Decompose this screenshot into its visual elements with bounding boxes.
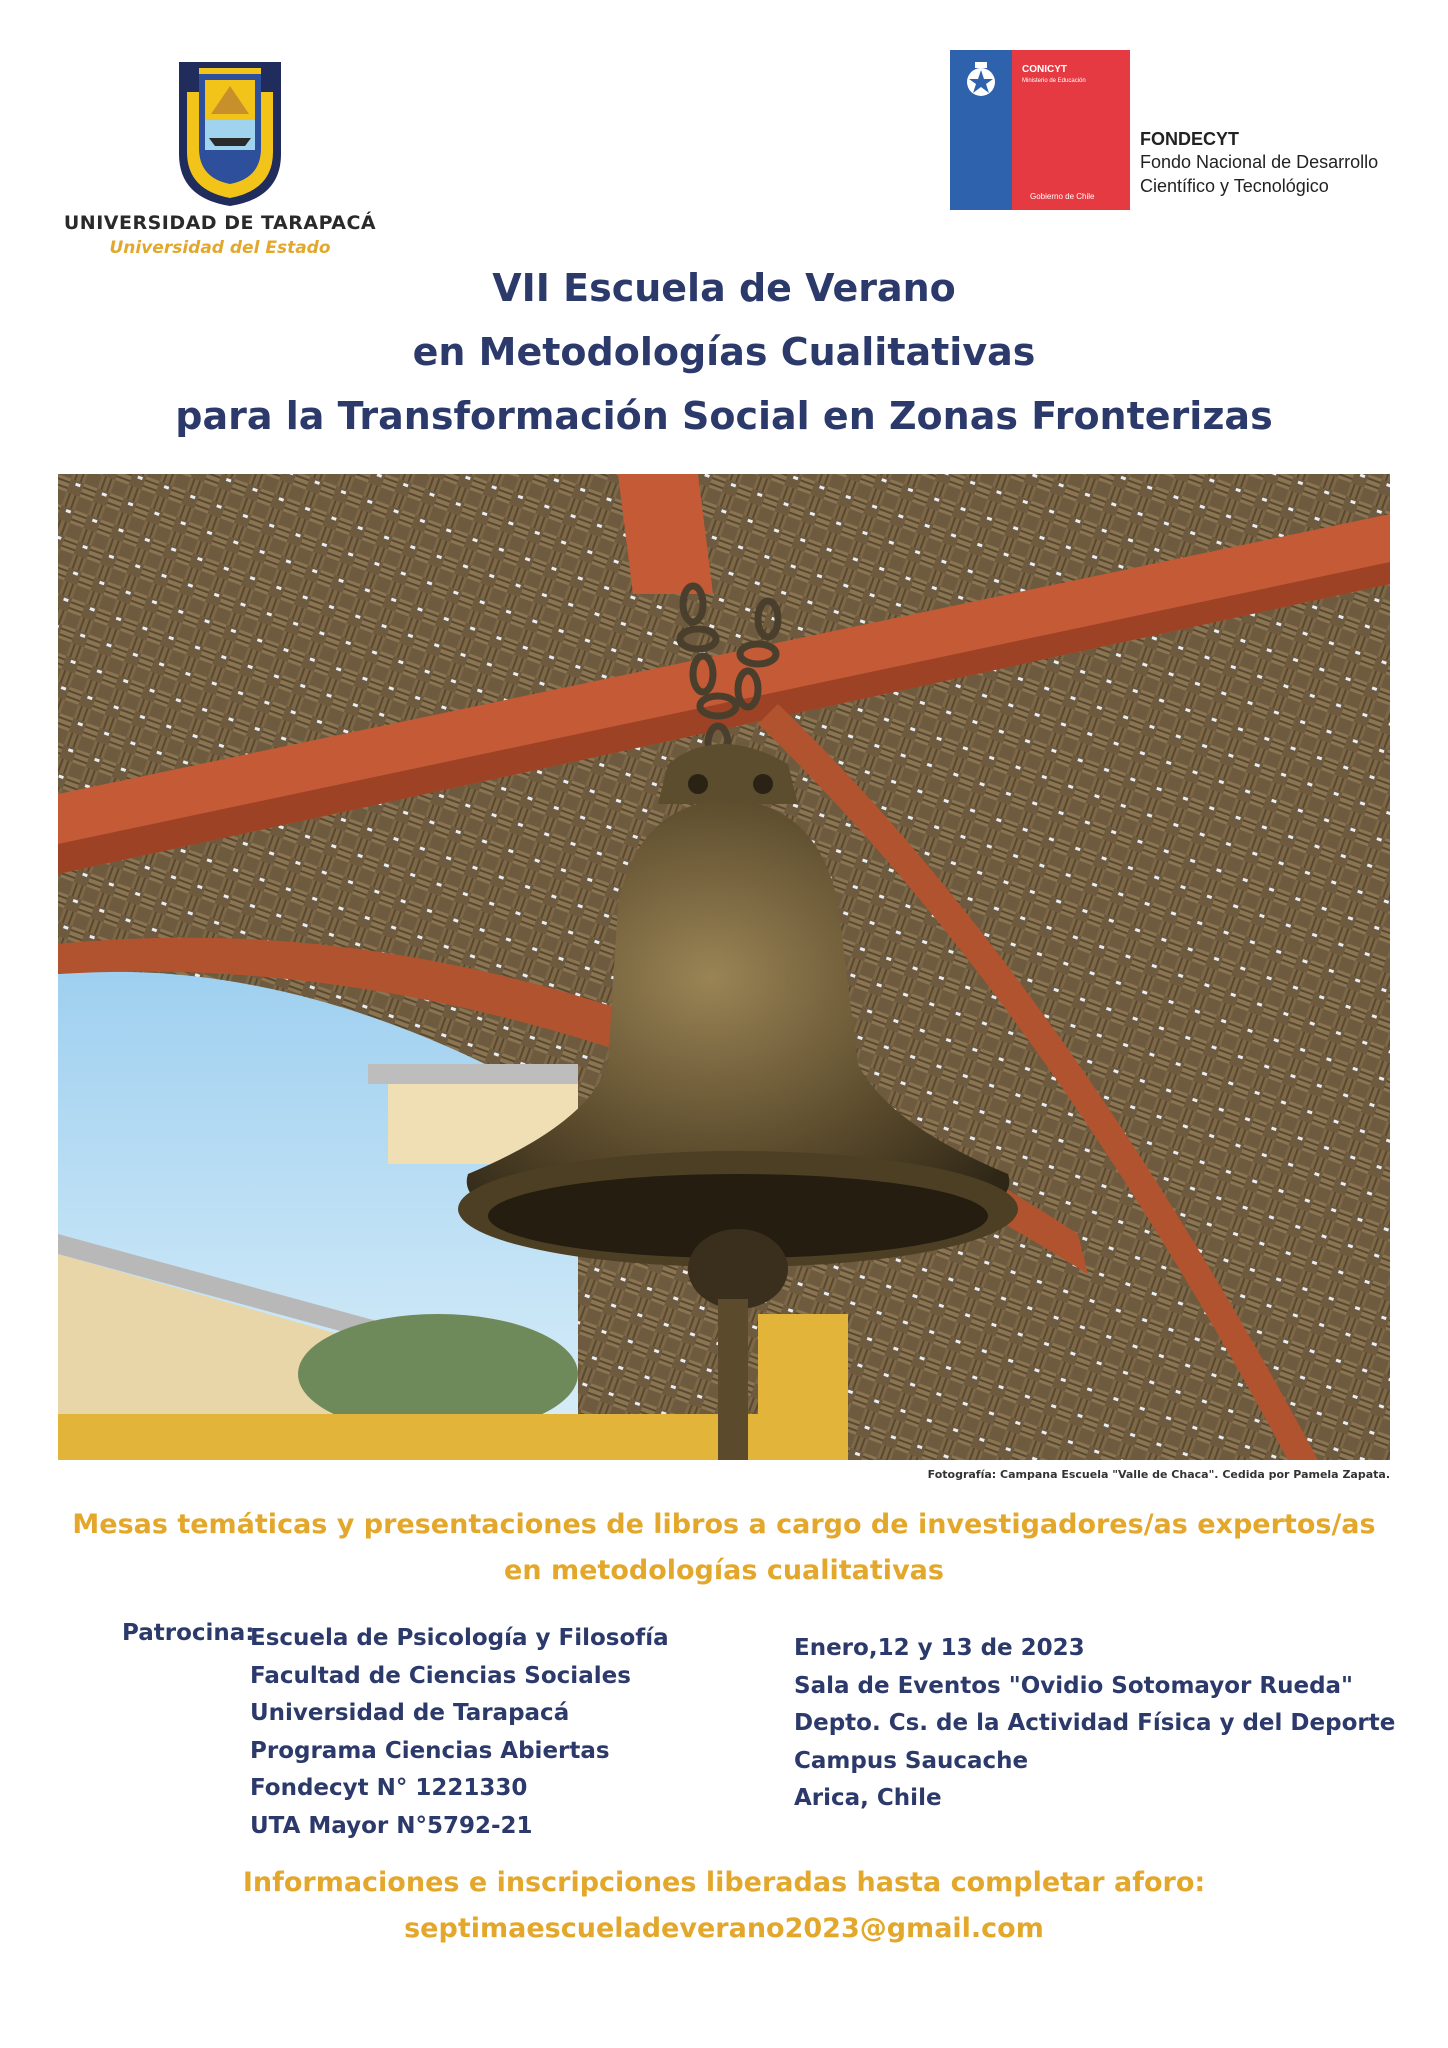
- conicyt-logo: [950, 50, 1130, 210]
- sponsor-item: Programa Ciencias Abiertas: [250, 1737, 610, 1764]
- event-city: Arica, Chile: [794, 1785, 942, 1811]
- fondecyt-title: FONDECYT: [1140, 129, 1239, 149]
- sponsors-label: Patrocina:: [122, 1620, 255, 1646]
- event-campus: Campus Saucache: [794, 1747, 1029, 1774]
- fondecyt-block: [1140, 128, 1440, 198]
- conicyt-label: CONICYT: [1022, 64, 1067, 75]
- contact-email[interactable]: septimaescueladeverano2023@gmail.com: [404, 1913, 1044, 1944]
- sponsor-item: UTA Mayor N°5792-21: [250, 1812, 533, 1839]
- bell-illustration: [58, 474, 1390, 1460]
- event-date: Enero,12 y 13 de 2023: [794, 1635, 1085, 1661]
- bell-photo: [58, 474, 1390, 1460]
- title-line1: VII Escuela de Verano: [492, 266, 956, 310]
- sponsor-item: Facultad de Ciencias Sociales: [250, 1662, 631, 1689]
- fondecyt-line1: Fondo Nacional de Desarrollo: [1140, 152, 1379, 172]
- university-subtitle: Universidad del Estado: [109, 238, 331, 258]
- fondecyt-line2: Científico y Tecnológico: [1140, 176, 1329, 196]
- page-title: [0, 256, 1448, 448]
- sponsor-item: Universidad de Tarapacá: [250, 1700, 570, 1726]
- sponsors-list: [250, 1620, 669, 1845]
- conicyt-ministry: Ministerio de Educación: [1022, 78, 1086, 84]
- subtitle: [0, 1502, 1448, 1594]
- chile-coat-of-arms-icon: [958, 58, 1004, 104]
- conicyt-government: Gobierno de Chile: [1030, 192, 1095, 201]
- event-venue: Sala de Eventos "Ovidio Sotomayor Rueda": [794, 1672, 1354, 1699]
- university-crest-icon: [175, 58, 285, 208]
- sponsor-item: Fondecyt N° 1221330: [250, 1775, 528, 1801]
- event-department: Depto. Cs. de la Actividad Física y del Deporte: [794, 1710, 1396, 1736]
- university-name: UNIVERSIDAD DE TARAPACÁ: [63, 212, 377, 234]
- registration-text: Informaciones e inscripciones liberadas hasta completar aforo:: [242, 1867, 1206, 1898]
- registration-info: [0, 1860, 1448, 1952]
- university-logo: [60, 58, 380, 268]
- subtitle-line2: en metodologías cualitativas: [504, 1555, 944, 1586]
- sponsor-item: Escuela de Psicología y Filosofía: [250, 1625, 669, 1651]
- subtitle-line1: Mesas temáticas y presentaciones de libros a cargo de investigadores/as expertos/as: [72, 1509, 1376, 1540]
- photo-caption: Fotografía: Campana Escuela "Valle de Chaca". Cedida por Pamela Zapata.: [927, 1468, 1390, 1481]
- title-line3: para la Transformación Social en Zonas Fronterizas: [175, 394, 1273, 438]
- event-details: [794, 1630, 1395, 1818]
- title-line2: en Metodologías Cualitativas: [412, 330, 1036, 374]
